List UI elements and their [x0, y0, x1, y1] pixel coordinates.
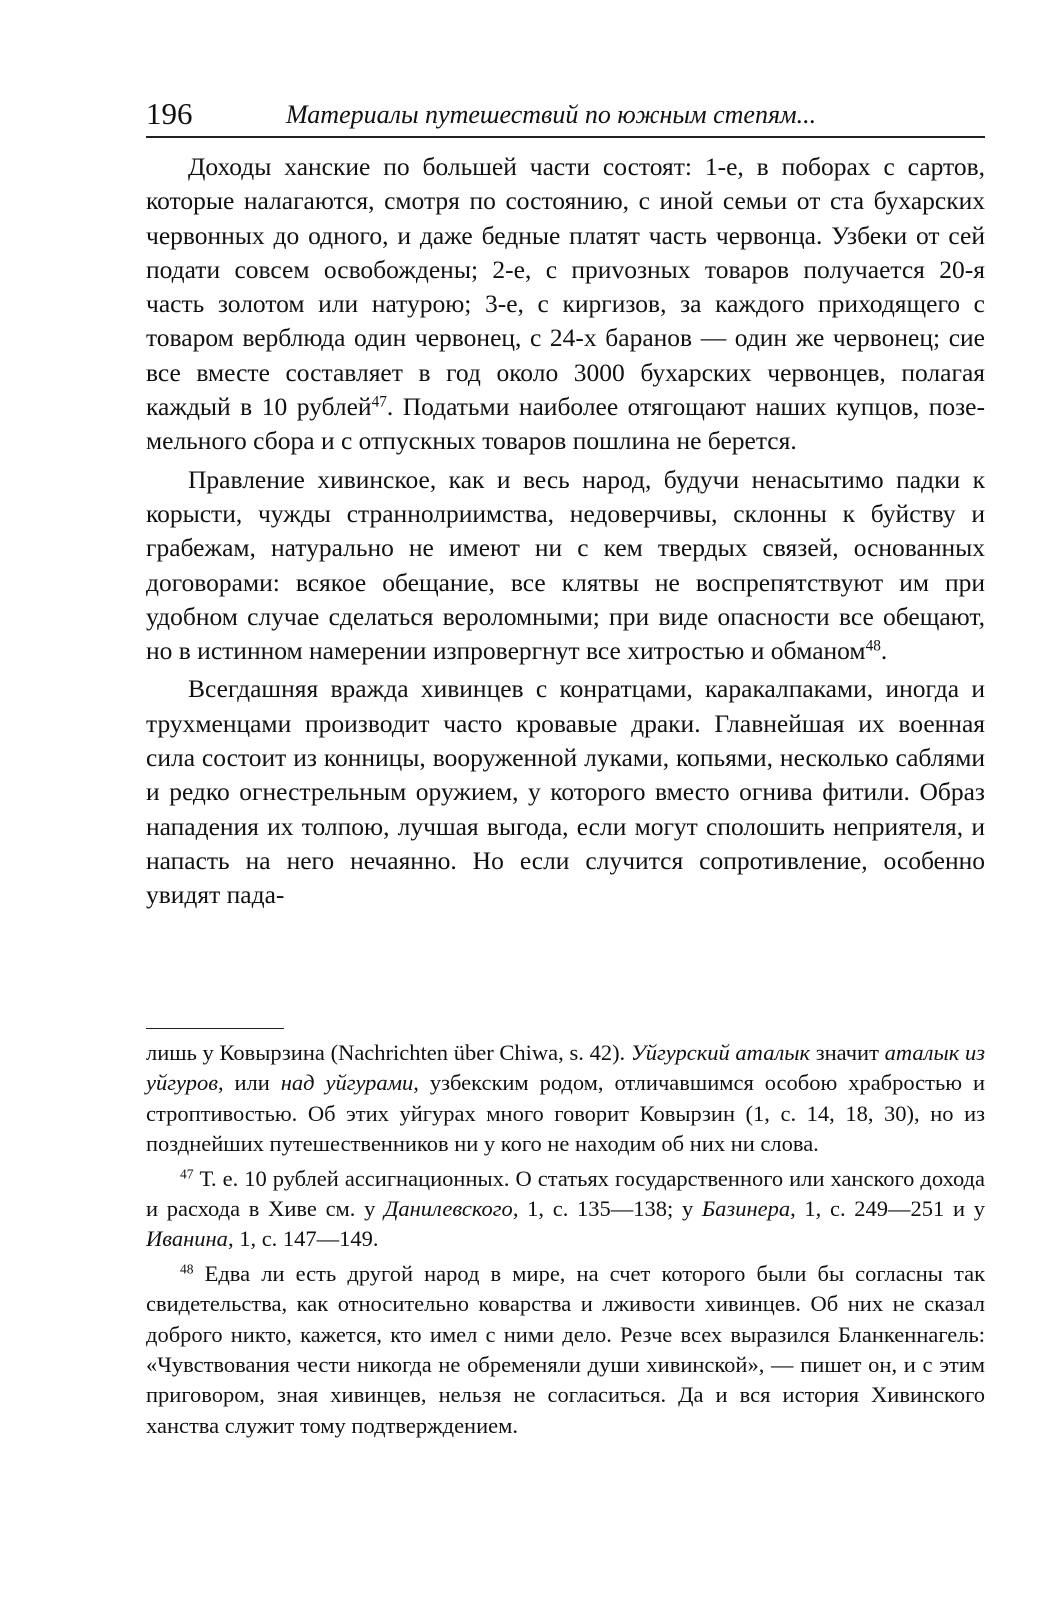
footnote-text: Т. е. 10 рублей ассигнационных. О статьях государственного или ханского дохода и расхода в Хиве см. у — [146, 1165, 985, 1222]
footnote-48 — [146, 1259, 985, 1441]
footnote-italic-term: Уйгурский аталык — [630, 1040, 811, 1065]
footnote-text: значит — [810, 1040, 885, 1065]
main-text — [146, 150, 985, 913]
footnote-italic-term: аталык из уйгуров — [146, 1040, 985, 1096]
footnote-text: лишь у Ковырзина (Nachrichten über Chiwa, s. 42). — [146, 1040, 631, 1065]
paragraph-revenues — [146, 150, 985, 459]
paragraph-text-tail: . Податьми наиболее отягощают наших купцов, поземельного сбора и с отпускных товаров пошлина не берется. — [146, 392, 985, 456]
page-header — [146, 96, 985, 138]
footnote-italic-term: над уйгурами — [280, 1070, 414, 1096]
footnote-text: , узбекским родом, отличавшимся особою храбростью и строптивостью. Об этих уйгурах много говорит Ковырзин (1, с. 14, 18, 30), но из позднейших путешественников ни у кого не находим об них ни слова. — [146, 1070, 986, 1157]
paragraph-text: Доходы ханские по большей части состоят: 1-е, в поборах с сартов, которые налагаются, смотря по состоянию, с иной семьи от ста бухарских червонных до одного, и даже бедные платят часть червонца. Узбеки от сей подати совсем освобождены; 2-е, с приvозных товаров получается 20-я часть золотом или натурою; 3-е, с киргизов, за каждого приходящего с товаром верблюда один червонец, с 24-х баранов — один же червонец; сие все вместе составляет в год около 3000 бухарских червонцев, полагая каждый в 10 рублей — [146, 152, 985, 422]
footnote-author-name: Данилевского — [384, 1196, 513, 1222]
footnote-ref-48: 48 — [865, 637, 881, 655]
footnote-text: , 1, с. 249—251 и у — [790, 1196, 985, 1222]
footnote-text: , 1, с. 135—138; у — [512, 1196, 702, 1222]
footnote-continuation — [146, 1038, 985, 1160]
footnote-author-name: Иванина — [146, 1226, 228, 1252]
paragraph-text: Всегдашняя вражда хивинцев с конратцами, каракалпаками, иногда и трухменцами производит часто кровавые драки. Главнейшая их военная сила состоит из конницы, вооруженной луками, копьями, несколько саблями и редко огнестрельным оружием, у которого вместо огнива фитили. Образ нападения их толпою, лучшая выгода, если могут сполошить неприятеля, и напасть на него нечаянно. Но если случится сопротивление, особенно увидят пада- — [146, 674, 985, 910]
footnote-47 — [146, 1164, 985, 1255]
footnote-separator — [146, 1028, 284, 1029]
paragraph-text-tail: . — [880, 636, 888, 666]
footnote-text: Едва ли есть другой народ в мире, на счет которого были бы согласны так свидетельства, как относительно коварства и лживости хивинцев. Об них не сказал доброго никто, кажется, кто имел с ними дело. Резче всех выразился Бланкеннагель: «Чувствования чести никогда не обременяли души хивинской», — пишет он, и с этим приговором, зная хивинцев, нельзя не согласиться. Да и вся история Хивинского ханства служит тому подтверждением. — [146, 1260, 985, 1438]
footnote-author-name: Базинера — [701, 1196, 791, 1222]
footnotes — [146, 1038, 985, 1441]
running-title: Материалы путешествий по южным степям... — [286, 100, 817, 129]
paragraph-text: Правление хивинское, как и весь народ, будучи ненасытимо падки к корысти, чужды страннолриимства, недоверчивы, склонны к буйству и грабежам, натурально не имеют ни с кем твердых связей, основанных договорами: всякое обещание, все клятвы не воспрепятствуют им при удобном случае сделаться вероломными; при виде опасности все обещают, но в истинном намерении изпровергнут все хитростью и обманом — [146, 464, 985, 666]
paragraph-government — [146, 463, 985, 669]
footnote-text: , 1, с. 147—149. — [227, 1226, 379, 1252]
paragraph-military — [146, 672, 985, 912]
footnote-number: 48 — [180, 1261, 194, 1277]
footnote-text: , или — [217, 1070, 281, 1096]
footnote-number: 47 — [180, 1166, 194, 1182]
page-number: 196 — [146, 96, 193, 131]
footnote-ref-47: 47 — [371, 393, 387, 411]
